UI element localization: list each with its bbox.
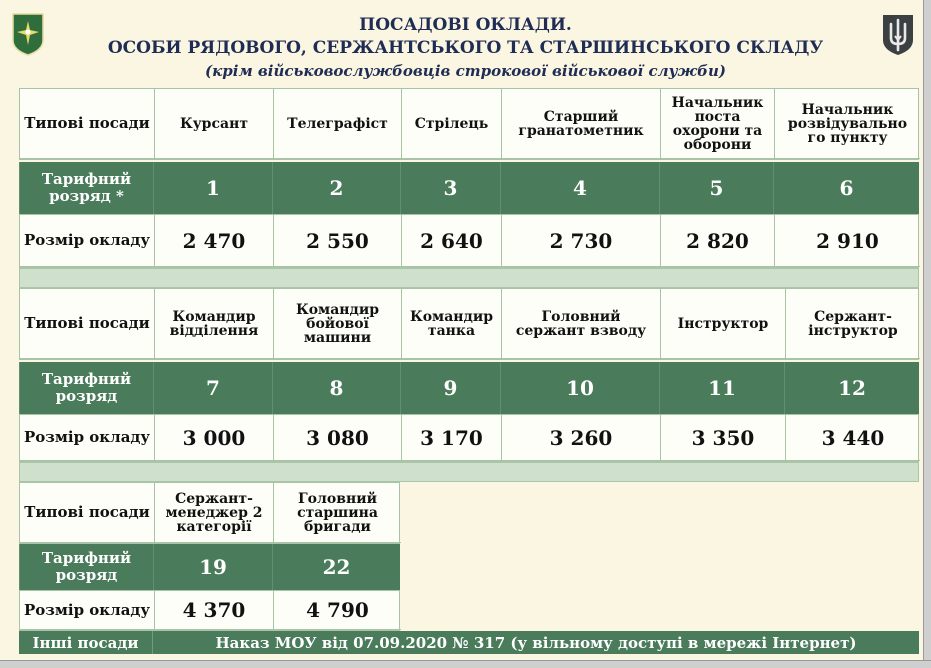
window-frame-bottom bbox=[0, 660, 931, 668]
salary-value: 3 260 bbox=[501, 415, 660, 461]
other-positions-row bbox=[19, 631, 919, 654]
salaries-row-3 bbox=[19, 590, 400, 631]
grade-value: 19 bbox=[153, 544, 272, 590]
position-name: Сержант-менеджер 2 категорії bbox=[154, 483, 273, 543]
salary-value: 2 470 bbox=[154, 215, 273, 267]
salary-value: 3 170 bbox=[401, 415, 501, 461]
grades-row-3 bbox=[19, 544, 400, 590]
position-name: Командир відділення bbox=[154, 289, 273, 359]
grade-value: 3 bbox=[400, 162, 500, 214]
position-name: Стрілець bbox=[401, 89, 501, 159]
positions-label: Типові посади bbox=[20, 483, 154, 543]
position-name: Старший гранатометник bbox=[501, 89, 660, 159]
positions-label: Типові посади bbox=[20, 89, 154, 159]
grade-value: 9 bbox=[400, 362, 500, 414]
grade-value: 4 bbox=[500, 162, 659, 214]
grade-value: 10 bbox=[500, 362, 659, 414]
salary-value: 2 640 bbox=[401, 215, 501, 267]
salaries-row-2 bbox=[19, 414, 919, 462]
salary-value: 2 730 bbox=[501, 215, 660, 267]
position-name: Сержант-інструктор bbox=[785, 289, 920, 359]
positions-label: Типові посади bbox=[20, 289, 154, 359]
position-name: Головний старшина бригади bbox=[273, 483, 401, 543]
grade-value: 8 bbox=[272, 362, 400, 414]
salary-value: 2 820 bbox=[660, 215, 774, 267]
salary-value: 3 000 bbox=[154, 415, 273, 461]
grades-row-2 bbox=[19, 362, 919, 414]
grades-row-1 bbox=[19, 162, 919, 214]
salary-label: Розмір окладу bbox=[20, 591, 154, 630]
salary-label: Розмір окладу bbox=[20, 215, 154, 267]
separator-band bbox=[19, 268, 919, 288]
page-title: ПОСАДОВІ ОКЛАДИ. bbox=[359, 15, 572, 35]
page-subtitle: ОСОБИ РЯДОВОГО, СЕРЖАНТСЬКОГО ТА СТАРШИНСЬКОГО СКЛАДУ bbox=[107, 38, 824, 58]
other-positions-label: Інші посади bbox=[19, 631, 153, 654]
page-note: (крім військовослужбовців строкової військової служби) bbox=[205, 62, 726, 80]
grade-value: 6 bbox=[773, 162, 919, 214]
grade-label: Тарифний розряд bbox=[19, 362, 153, 414]
position-name: Інструктор bbox=[660, 289, 785, 359]
position-name: Начальник поста охорони та оборони bbox=[660, 89, 774, 159]
position-name: Начальник розвідувально го пункту bbox=[774, 89, 920, 159]
position-name: Командир бойової машини bbox=[273, 289, 401, 359]
other-positions-reference: Наказ МОУ від 07.09.2020 № 317 (у вільному доступі в мережі Інтернет) bbox=[215, 633, 857, 652]
grade-value: 22 bbox=[272, 544, 400, 590]
grade-label: Тарифний розряд bbox=[19, 544, 153, 590]
position-name: Головний сержант взводу bbox=[501, 289, 660, 359]
grade-value: 1 bbox=[153, 162, 272, 214]
grade-label: Тарифний розряд * bbox=[19, 162, 153, 214]
position-name: Телеграфіст bbox=[273, 89, 401, 159]
salaries-row-1 bbox=[19, 214, 919, 268]
salary-value: 4 790 bbox=[273, 591, 401, 630]
positions-row-1 bbox=[19, 88, 919, 160]
window-frame-right bbox=[923, 0, 931, 668]
salary-value: 3 350 bbox=[660, 415, 785, 461]
positions-row-2 bbox=[19, 288, 919, 360]
grade-value: 12 bbox=[784, 362, 919, 414]
separator-band bbox=[19, 462, 919, 482]
grade-value: 5 bbox=[659, 162, 773, 214]
position-name: Командир танка bbox=[401, 289, 501, 359]
position-name: Курсант bbox=[154, 89, 273, 159]
salary-value: 3 440 bbox=[785, 415, 920, 461]
salary-value: 4 370 bbox=[154, 591, 273, 630]
salary-value: 2 550 bbox=[273, 215, 401, 267]
positions-row-3 bbox=[19, 482, 400, 544]
grade-value: 2 bbox=[272, 162, 400, 214]
salary-value: 3 080 bbox=[273, 415, 401, 461]
grade-value: 7 bbox=[153, 362, 272, 414]
salary-value: 2 910 bbox=[774, 215, 920, 267]
salary-label: Розмір окладу bbox=[20, 415, 154, 461]
grade-value: 11 bbox=[659, 362, 784, 414]
